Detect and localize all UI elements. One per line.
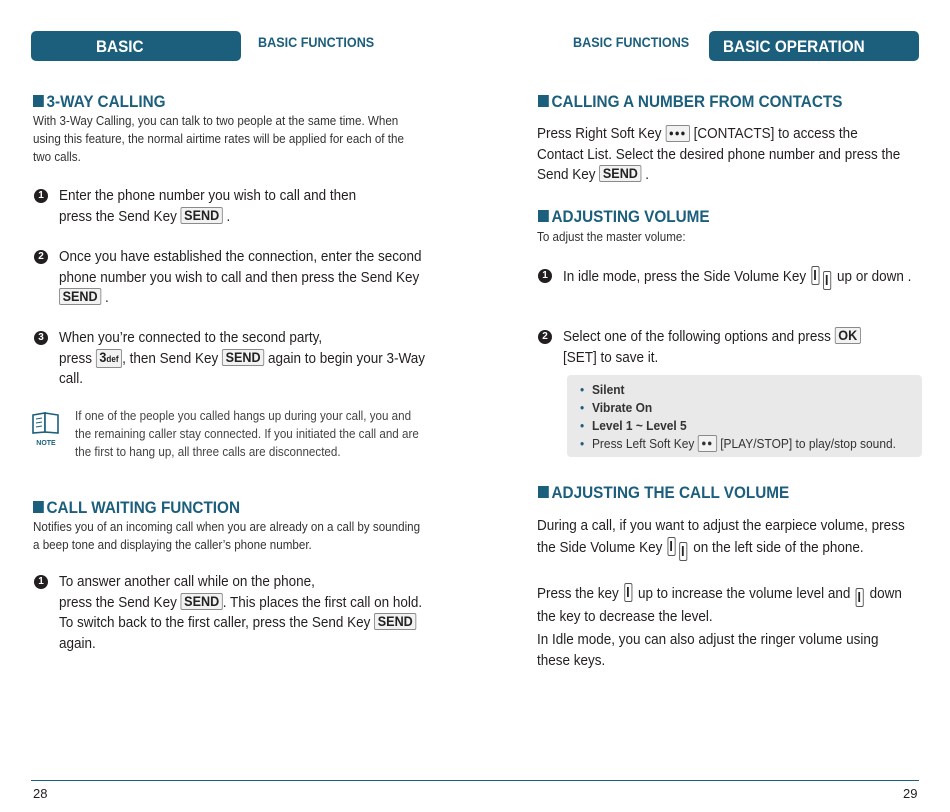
three-way-intro: With 3-Way Calling, you can talk to two people at the same time. When using this feature, the normal airtime rates will be applied for each of the two calls. xyxy=(33,114,404,164)
heading-square-icon xyxy=(33,501,44,513)
ok-key-icon: OK xyxy=(835,327,861,344)
side-volume-down-key-icon xyxy=(680,542,688,561)
three-def-key-icon: 3def xyxy=(96,349,122,368)
step-2-icon: 2 xyxy=(34,250,48,264)
heading-square-icon xyxy=(33,95,44,107)
call-volume-paragraph-1: During a call, if you want to adjust the earpiece volume, press the Side Volume Key on the left side of the phone. xyxy=(537,516,906,561)
send-key-icon: SEND xyxy=(181,207,223,224)
three-way-note: If one of the people you called hangs up during your call, you and the remaining caller stay connected. If you initiated the call and are the first to hang up, all three calls are disconnected. xyxy=(75,409,419,459)
option-play-stop: • Press Left Soft Key ●● [PLAY/STOP] to play/stop sound. xyxy=(580,436,896,451)
three-way-step-3: When you’re connected to the second party, press 3def , then Send Key SEND again to begin your 3-Way call. xyxy=(59,329,426,387)
side-volume-down-key-icon xyxy=(823,271,831,290)
call-waiting-intro: Notifies you of an incoming call when you are already on a call by sounding a beep tone and displaying the caller’s phone number. xyxy=(33,520,421,552)
step-1-icon: 1 xyxy=(34,575,48,589)
three-way-step-2: Once you have established the connection, enter the second phone number you wish to call and then press the Send Key SEND . xyxy=(59,248,422,306)
adjusting-call-volume-heading: ADJUSTING THE CALL VOLUME xyxy=(538,483,789,503)
adjusting-volume-heading: ADJUSTING VOLUME xyxy=(538,207,710,227)
page-number-right: 29 xyxy=(903,786,918,801)
call-volume-paragraph-2: Press the key up to increase the volume level and down the key to decrease the level. xyxy=(537,585,902,625)
call-waiting-step-1: To answer another call while on the phone, press the Send Key SEND . This places the first call on hold. To switch back to the first caller, press the Send Key SEND again. xyxy=(59,573,423,652)
page-number-left: 28 xyxy=(33,786,48,801)
side-volume-up-key-icon xyxy=(668,537,676,556)
right-soft-key-icon: ●●● xyxy=(665,125,690,142)
send-key-icon: SEND xyxy=(222,349,264,366)
volume-step-1: In idle mode, press the Side Volume Key up or down . xyxy=(563,266,919,290)
step-1-icon: 1 xyxy=(34,189,48,203)
three-way-calling-heading: 3-WAY CALLING xyxy=(33,92,166,112)
three-way-step-1: Enter the phone number you wish to call and then press the Send Key SEND . xyxy=(59,187,357,225)
side-volume-down-key-icon xyxy=(856,588,864,607)
note-book-icon: NOTE xyxy=(31,411,61,447)
option-vibrate-on: • Vibrate On xyxy=(580,400,653,415)
basic-operation-tab-left: BASIC OPERATION xyxy=(31,31,241,61)
basic-operation-tab-right: BASIC OPERATION xyxy=(709,31,919,61)
option-silent: • Silent xyxy=(580,382,625,397)
side-volume-up-key-icon xyxy=(624,583,632,602)
volume-step-2: Select one of the following options and press OK [SET] to save it. xyxy=(563,327,919,368)
send-key-icon: SEND xyxy=(599,165,641,182)
side-volume-up-key-icon xyxy=(812,266,820,285)
send-key-icon: SEND xyxy=(59,288,101,305)
step-1-icon: 1 xyxy=(538,269,552,283)
step-3-icon: 3 xyxy=(34,331,48,345)
step-2-icon: 2 xyxy=(538,330,552,344)
section-label-left: BASIC FUNCTIONS xyxy=(258,34,375,50)
send-key-icon: SEND xyxy=(374,613,416,630)
send-key-icon: SEND xyxy=(181,593,223,610)
contacts-instructions: Press Right Soft Key ●●● [CONTACTS] to access the Contact List. Select the desired phone number and press the Send Key SEND . xyxy=(537,125,901,183)
calling-from-contacts-heading: CALLING A NUMBER FROM CONTACTS xyxy=(538,92,842,112)
footer-rule xyxy=(31,780,919,781)
heading-square-icon xyxy=(538,486,549,498)
call-volume-paragraph-3: In Idle mode, you can also adjust the ringer volume using these keys. xyxy=(537,631,879,669)
left-soft-key-icon: ●● xyxy=(698,435,717,452)
heading-square-icon xyxy=(538,95,549,107)
call-waiting-heading: CALL WAITING FUNCTION xyxy=(33,498,240,518)
adjusting-volume-intro: To adjust the master volume: xyxy=(537,230,686,244)
section-label-right: BASIC FUNCTIONS xyxy=(573,34,690,50)
option-level: • Level 1 ~ Level 5 xyxy=(580,418,687,433)
heading-square-icon xyxy=(538,210,549,222)
